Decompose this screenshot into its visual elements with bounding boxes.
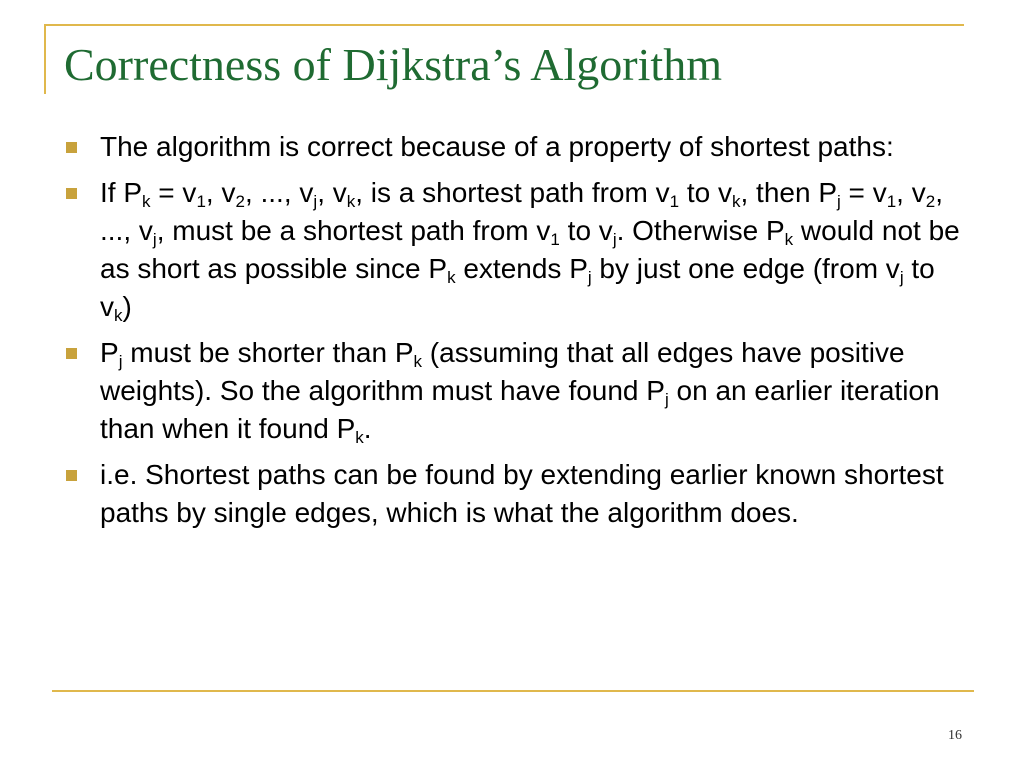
text-run: (assuming that all edges have positive weights). So the algorithm must have found P (100, 337, 905, 406)
subscript: j (837, 192, 841, 211)
subscript: k (413, 352, 423, 371)
text-run: to v (559, 215, 613, 246)
bullet-text (100, 177, 960, 325)
subscript: 1 (669, 192, 680, 211)
subscript: j (612, 230, 617, 249)
subscript: j (118, 352, 123, 371)
text-run: extends P (455, 253, 588, 284)
subscript: 2 (925, 192, 936, 211)
text-run: . (363, 413, 372, 444)
bullet-list (62, 128, 962, 540)
bullet-text (100, 131, 894, 162)
square-bullet-icon (66, 142, 77, 153)
page-number: 16 (948, 728, 962, 743)
bullet-item (62, 174, 962, 326)
text-run: If P (100, 177, 143, 208)
bullet-text (100, 337, 940, 447)
square-bullet-icon (66, 188, 77, 199)
text-run: , v (205, 177, 236, 208)
text-run: . Otherwise P (616, 215, 785, 246)
subscript: k (355, 428, 364, 447)
text-run: ) (122, 291, 132, 322)
subscript: k (142, 192, 151, 211)
text-run: to v (679, 177, 732, 208)
subscript: 1 (196, 192, 206, 211)
text-run: on an earlier iteration than when it found P (100, 375, 940, 444)
text-run: by just one edge (from v (591, 253, 900, 284)
text-run: = v (150, 177, 197, 208)
left-rule (44, 24, 46, 94)
subscript: k (114, 306, 123, 325)
text-run: i.e. Shortest paths can be found by extending earlier known shortest paths by single edges, which is what the algorithm does. (100, 459, 944, 528)
text-run: , ..., v (244, 177, 314, 208)
text-run: must be shorter than P (122, 337, 414, 368)
subscript: j (587, 268, 592, 287)
text-run: , is a shortest path from v (355, 177, 670, 208)
square-bullet-icon (66, 470, 77, 481)
subscript: k (784, 230, 794, 249)
subscript: j (664, 390, 669, 409)
bullet-text (100, 459, 944, 528)
bullet-item (62, 334, 962, 448)
subscript: k (731, 192, 741, 211)
slide-title: Correctness of Dijkstra’s Algorithm (64, 39, 722, 90)
text-run: = v (840, 177, 887, 208)
subscript: k (346, 192, 356, 211)
text-run: , then P (740, 177, 837, 208)
text-run: , must be a shortest path from v (156, 215, 551, 246)
text-run: would not be as short as possible since P (100, 215, 960, 284)
subscript: j (899, 268, 904, 287)
text-run: , v (896, 177, 926, 208)
subscript: 2 (235, 192, 245, 211)
subscript: j (152, 230, 157, 249)
bullet-item (62, 456, 962, 532)
subscript: 1 (886, 192, 897, 211)
text-run: to v (100, 253, 935, 322)
square-bullet-icon (66, 348, 77, 359)
subscript: j (313, 192, 318, 211)
subscript: 1 (550, 230, 560, 249)
text-run: , v (317, 177, 347, 208)
bottom-rule (52, 690, 974, 692)
top-rule (44, 24, 964, 26)
text-run: P (100, 337, 119, 368)
subscript: k (447, 268, 456, 287)
text-run: , ..., v (100, 177, 943, 246)
bullet-item (62, 128, 962, 166)
text-run: The algorithm is correct because of a property of shortest paths: (100, 131, 894, 162)
